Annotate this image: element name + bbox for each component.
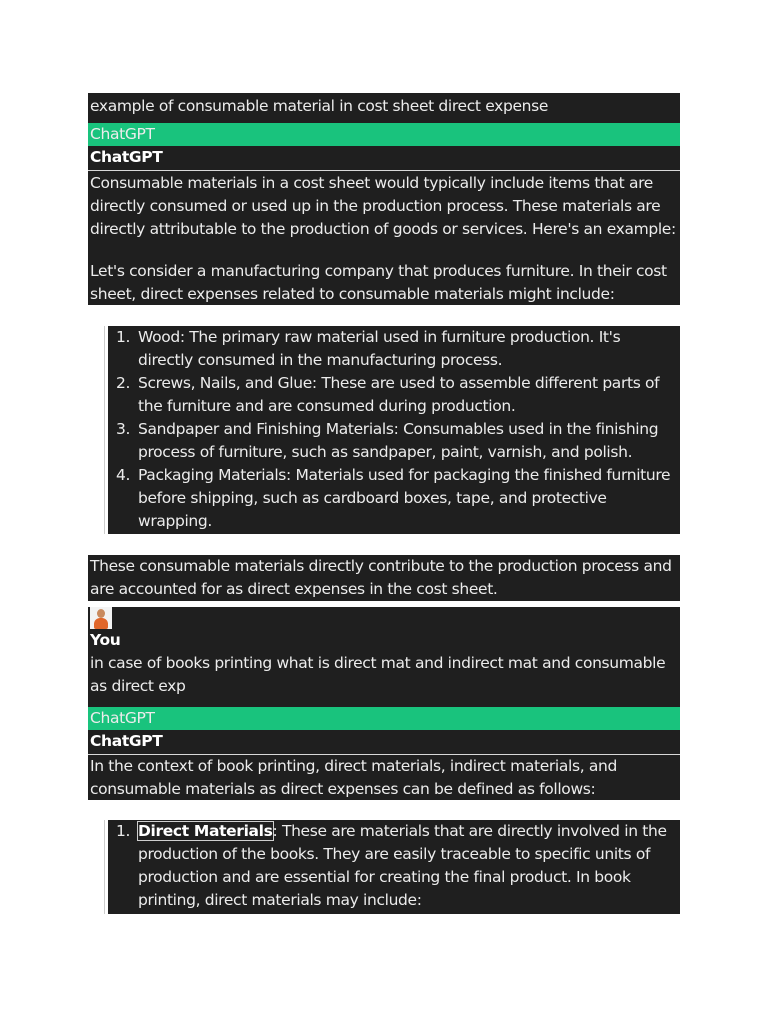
response-2-list [108, 820, 680, 914]
list-item: 2. Screws, Nails, and Glue: These are used to assemble different parts of the furniture and are consumed during production. [116, 374, 660, 415]
assistant-banner-1 [88, 123, 680, 146]
assistant-label-1 [88, 146, 680, 170]
paragraph-line: are accounted for as direct expenses in the cost sheet. [90, 580, 498, 598]
avatar-head-icon [97, 609, 105, 618]
response-1-intro [88, 170, 680, 305]
paragraph-line: In the context of book printing, direct materials, indirect materials, and [90, 757, 617, 775]
user-prompt-1 [88, 93, 680, 123]
paragraph-line: sheet, direct expenses related to consumable materials might include: [90, 285, 615, 303]
user-label: You [90, 631, 121, 649]
avatar-body-icon [94, 618, 108, 629]
assistant-banner-2 [88, 707, 680, 730]
paragraph-line: Let's consider a manufacturing company that produces furniture. In their cost [90, 262, 667, 280]
response-1-closing [88, 555, 680, 601]
assistant-label-2 [88, 730, 680, 754]
user-avatar[interactable] [90, 607, 112, 629]
user-prompt-text: example of consumable material in cost sheet direct expense [90, 97, 549, 115]
paragraph-line: Consumable materials in a cost sheet would typically include items that are [90, 174, 653, 192]
user-prompt-line: as direct exp [90, 677, 186, 695]
assistant-name: ChatGPT [90, 148, 163, 166]
paragraph-line: directly consumed or used up in the production process. These materials are [90, 197, 661, 215]
response-2-intro [88, 754, 680, 800]
list-item: 4. Packaging Materials: Materials used for packaging the finished furniture before shipping, such as cardboard boxes, tape, and protective wrapping. [116, 466, 671, 530]
paragraph-line: These consumable materials directly contribute to the production process and [90, 557, 672, 575]
assistant-banner-label: ChatGPT [90, 125, 155, 143]
list-item: 1. Wood: The primary raw material used in furniture production. It's directly consumed in the manufacturing process. [116, 328, 621, 369]
assistant-name: ChatGPT [90, 732, 163, 750]
list-indent-rule [104, 326, 105, 534]
user-prompt-line: in case of books printing what is direct mat and indirect mat and consumable [90, 654, 666, 672]
list-indent-rule [104, 820, 105, 914]
user-message-2 [88, 607, 680, 707]
response-1-list [108, 326, 680, 534]
list-item: 3. Sandpaper and Finishing Materials: Consumables used in the finishing process of furniture, such as sandpaper, paint, varnish, and polish. [116, 420, 659, 461]
paragraph-line: directly attributable to the production of goods or services. Here's an example: [90, 220, 676, 238]
assistant-banner-label: ChatGPT [90, 709, 155, 727]
list-item: 1. Direct Materials: These are materials that are directly involved in the production of the books. They are easily traceable to specific units of production and are essential for creating the final product. In book printing, direct materials may include: [116, 822, 667, 909]
direct-materials-term: Direct Materials [138, 822, 273, 840]
paragraph-line: consumable materials as direct expenses can be defined as follows: [90, 780, 596, 798]
